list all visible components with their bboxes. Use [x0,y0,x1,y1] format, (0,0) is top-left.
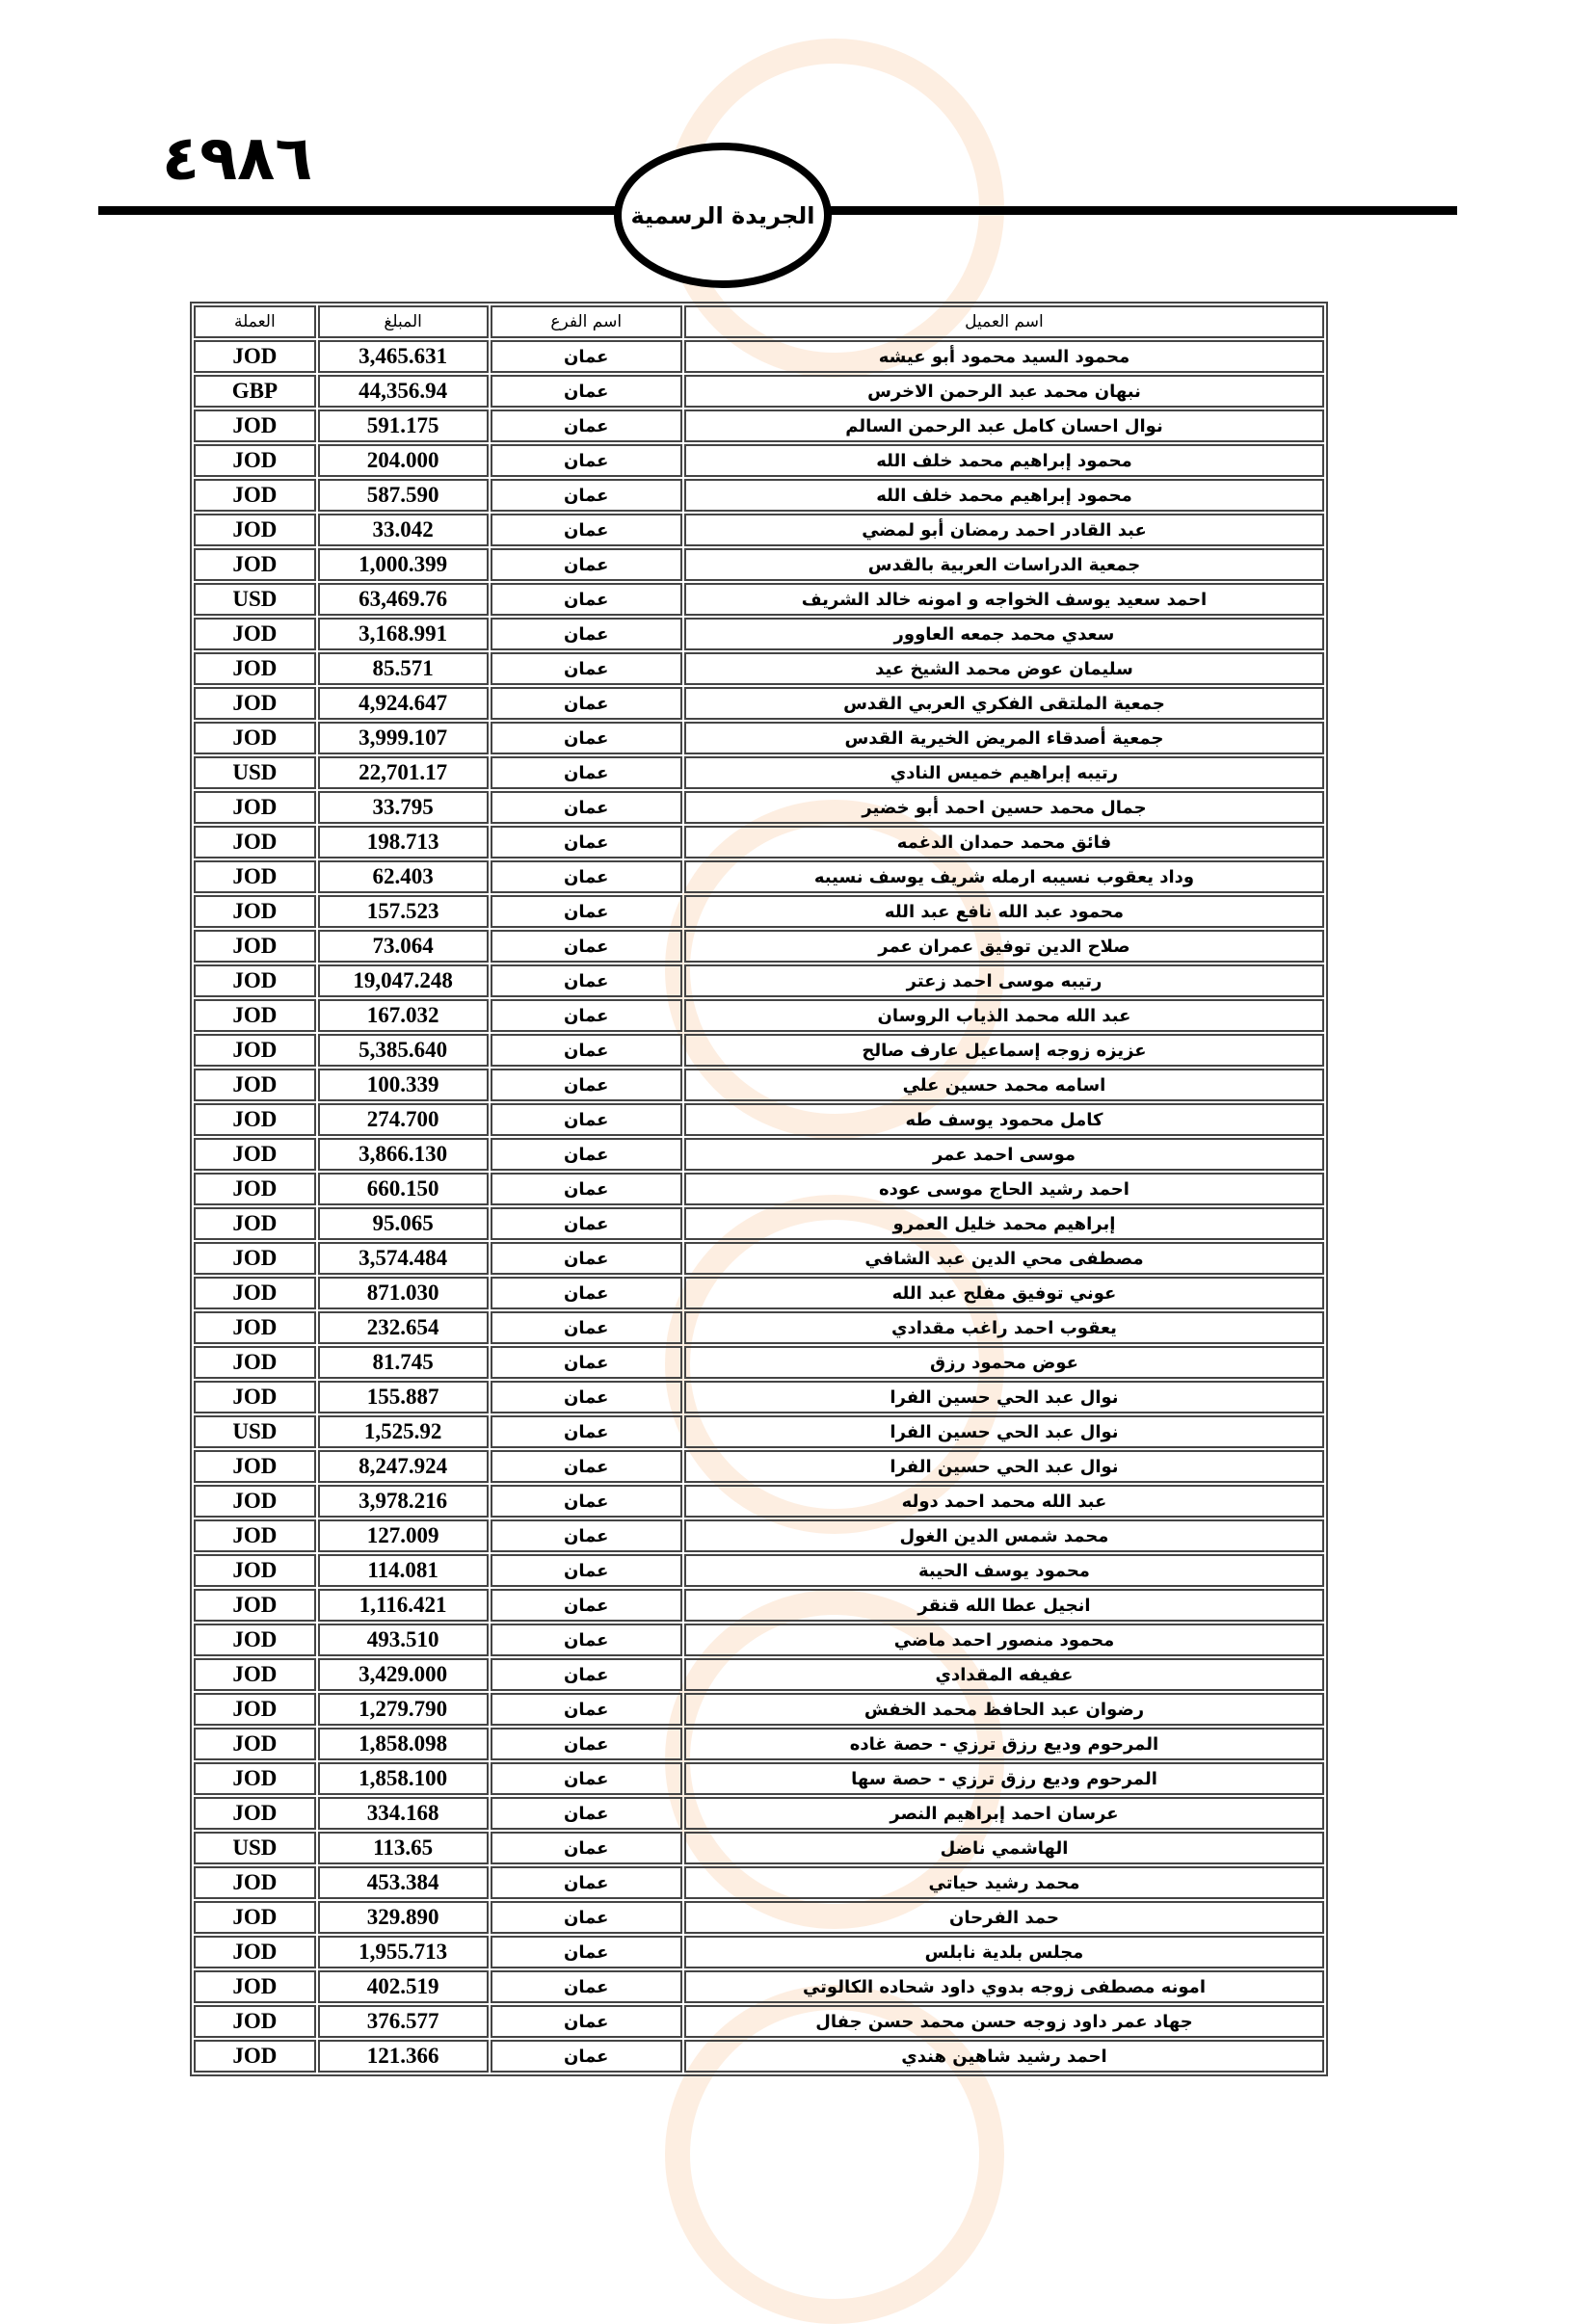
customer-name-cell: احمد رشيد الحاج موسى عوده [684,1173,1324,1205]
customer-name-cell: يعقوب احمد راغب مقدادي [684,1311,1324,1344]
table-row [194,548,1324,581]
amount-cell: 4,924.647 [318,687,489,720]
currency-cell: JOD [194,964,316,997]
currency-cell: JOD [194,1762,316,1795]
branch-cell: عمان [491,1173,682,1205]
currency-cell: JOD [194,1069,316,1101]
amount-cell: 33.795 [318,791,489,824]
currency-cell: USD [194,583,316,616]
branch-cell: عمان [491,1728,682,1760]
currency-cell: JOD [194,1173,316,1205]
amount-cell: 871.030 [318,1277,489,1309]
branch-cell: عمان [491,964,682,997]
column-header-branch: اسم الفرع [491,305,682,338]
customer-name-cell: سعدي محمد جمعه العاوور [684,618,1324,650]
customer-name-cell: صلاح الدين توفيق عمران عمر [684,930,1324,963]
customer-name-cell: نوال عبد الحي حسين الفرا [684,1450,1324,1483]
branch-cell: عمان [491,1207,682,1240]
branch-cell: عمان [491,583,682,616]
branch-cell: عمان [491,1762,682,1795]
customer-name-cell: جهاد عمر داود زوجه حسن محمد حسن جفال [684,2005,1324,2038]
table-row [194,583,1324,616]
currency-cell: JOD [194,1103,316,1136]
table-row [194,826,1324,858]
customer-name-cell: احمد سعيد يوسف الخواجه و امونه خالد الشريف [684,583,1324,616]
table-row [194,479,1324,512]
amount-cell: 127.009 [318,1519,489,1552]
branch-cell: عمان [491,340,682,373]
customer-name-cell: عرسان احمد إبراهيم النصر [684,1797,1324,1830]
amount-cell: 73.064 [318,930,489,963]
branch-cell: عمان [491,1485,682,1518]
table-row [194,1832,1324,1864]
currency-cell: JOD [194,1970,316,2003]
amount-cell: 3,465.631 [318,340,489,373]
branch-cell: عمان [491,2005,682,2038]
currency-cell: JOD [194,930,316,963]
branch-cell: عمان [491,514,682,546]
branch-cell: عمان [491,1277,682,1309]
currency-cell: JOD [194,860,316,893]
gazette-title-badge [614,143,832,288]
branch-cell: عمان [491,1693,682,1726]
branch-cell: عمان [491,1589,682,1622]
currency-cell: JOD [194,1277,316,1309]
amount-cell: 1,279.790 [318,1693,489,1726]
branch-cell: عمان [491,479,682,512]
customer-name-cell: محمود عبد الله نافع عبد الله [684,895,1324,928]
amount-cell: 402.519 [318,1970,489,2003]
currency-cell: JOD [194,1519,316,1552]
branch-cell: عمان [491,687,682,720]
currency-cell: JOD [194,1346,316,1379]
currency-cell: JOD [194,826,316,858]
table-header-row [194,305,1324,338]
table-row [194,1485,1324,1518]
currency-cell: USD [194,1415,316,1448]
customer-name-cell: المرحوم وديع رزق ترزي - حصة سها [684,1762,1324,1795]
currency-cell: JOD [194,791,316,824]
currency-cell: JOD [194,687,316,720]
column-header-currency: العملة [194,305,316,338]
branch-cell: عمان [491,375,682,408]
amount-cell: 1,000.399 [318,548,489,581]
table-row [194,652,1324,685]
amount-cell: 100.339 [318,1069,489,1101]
currency-cell: JOD [194,1242,316,1275]
amount-cell: 3,999.107 [318,722,489,754]
branch-cell: عمان [491,1658,682,1691]
branch-cell: عمان [491,548,682,581]
customer-name-cell: رتيبه موسى احمد زعتر [684,964,1324,997]
currency-cell: JOD [194,1138,316,1171]
amount-cell: 81.745 [318,1346,489,1379]
amount-cell: 334.168 [318,1797,489,1830]
amount-cell: 167.032 [318,999,489,1032]
currency-cell: JOD [194,340,316,373]
column-header-amount: المبلغ [318,305,489,338]
amount-cell: 63,469.76 [318,583,489,616]
table-row [194,1728,1324,1760]
currency-cell: JOD [194,895,316,928]
table-row [194,999,1324,1032]
amount-cell: 329.890 [318,1901,489,1934]
branch-cell: عمان [491,444,682,477]
branch-cell: عمان [491,930,682,963]
customer-name-cell: المرحوم وديع رزق ترزي - حصة غاده [684,1728,1324,1760]
branch-cell: عمان [491,1970,682,2003]
branch-cell: عمان [491,2040,682,2073]
table-row [194,1103,1324,1136]
currency-cell: JOD [194,1554,316,1587]
amount-cell: 3,978.216 [318,1485,489,1518]
branch-cell: عمان [491,999,682,1032]
currency-cell: JOD [194,1658,316,1691]
table-row [194,1797,1324,1830]
amount-cell: 62.403 [318,860,489,893]
currency-cell: JOD [194,1797,316,1830]
amount-cell: 1,525.92 [318,1415,489,1448]
customer-name-cell: مصطفى محي الدين عبد الشافي [684,1242,1324,1275]
branch-cell: عمان [491,1381,682,1413]
amount-cell: 591.175 [318,409,489,442]
amount-cell: 44,356.94 [318,375,489,408]
customer-name-cell: انجيل عطا الله قنقر [684,1589,1324,1622]
currency-cell: JOD [194,1034,316,1067]
currency-cell: JOD [194,1589,316,1622]
branch-cell: عمان [491,1936,682,1968]
customer-name-cell: فائق محمد حمدان الدغمه [684,826,1324,858]
currency-cell: JOD [194,1866,316,1899]
branch-cell: عمان [491,1069,682,1101]
customer-name-cell: كامل محمود يوسف طه [684,1103,1324,1136]
amount-cell: 95.065 [318,1207,489,1240]
amount-cell: 3,168.991 [318,618,489,650]
customer-name-cell: محمود إبراهيم محمد خلف الله [684,479,1324,512]
customer-name-cell: نوال عبد الحي حسين الفرا [684,1415,1324,1448]
table-row [194,1866,1324,1899]
table-row [194,1519,1324,1552]
table-row [194,1901,1324,1934]
currency-cell: JOD [194,999,316,1032]
table-row [194,1346,1324,1379]
customer-name-cell: محمود منصور احمد ماضي [684,1624,1324,1656]
customer-name-cell: احمد رشيد شاهين هندي [684,2040,1324,2073]
branch-cell: عمان [491,791,682,824]
currency-cell: JOD [194,1693,316,1726]
amount-cell: 3,574.484 [318,1242,489,1275]
table-row [194,409,1324,442]
amount-cell: 376.577 [318,2005,489,2038]
table-row [194,1693,1324,1726]
branch-cell: عمان [491,1346,682,1379]
table-row [194,895,1324,928]
customer-name-cell: نوال عبد الحي حسين الفرا [684,1381,1324,1413]
amount-cell: 204.000 [318,444,489,477]
currency-cell: JOD [194,1901,316,1934]
table-row [194,1207,1324,1240]
branch-cell: عمان [491,1832,682,1864]
table-row [194,756,1324,789]
customer-name-cell: امونه مصطفى زوجه بدوي داود شحاده الكالوتي [684,1970,1324,2003]
table-row [194,618,1324,650]
table-row [194,1034,1324,1067]
amount-cell: 660.150 [318,1173,489,1205]
table-row [194,2005,1324,2038]
table-row [194,1138,1324,1171]
customer-name-cell: نبهان محمد عبد الرحمن الاخرس [684,375,1324,408]
branch-cell: عمان [491,1103,682,1136]
customer-name-cell: جمعية الملتقى الفكري العربي القدس [684,687,1324,720]
amount-cell: 8,247.924 [318,1450,489,1483]
currency-cell: JOD [194,1624,316,1656]
customer-name-cell: وداد يعقوب نسيبه ارمله شريف يوسف نسيبه [684,860,1324,893]
branch-cell: عمان [491,1034,682,1067]
currency-cell: JOD [194,479,316,512]
customer-name-cell: محمد شمس الدين الغول [684,1519,1324,1552]
amount-cell: 3,866.130 [318,1138,489,1171]
customer-name-cell: عزيزه زوجه إسماعيل عارف صالح [684,1034,1324,1067]
table-row [194,340,1324,373]
customer-name-cell: نوال احسان كامل عبد الرحمن السالم [684,409,1324,442]
branch-cell: عمان [491,826,682,858]
currency-cell: JOD [194,2005,316,2038]
amount-cell: 22,701.17 [318,756,489,789]
table-row [194,1069,1324,1101]
table-row [194,1762,1324,1795]
amount-cell: 1,858.098 [318,1728,489,1760]
customer-name-cell: عوني توفيق مفلح عبد الله [684,1277,1324,1309]
amount-cell: 113.65 [318,1832,489,1864]
branch-cell: عمان [491,1450,682,1483]
column-header-name: اسم العميل [684,305,1324,338]
customer-name-cell: جمعية أصدقاء المريض الخيرية القدس [684,722,1324,754]
table-row [194,1936,1324,1968]
customer-name-cell: رتيبه إبراهيم خميس النادي [684,756,1324,789]
customer-name-cell: محمود إبراهيم محمد خلف الله [684,444,1324,477]
branch-cell: عمان [491,722,682,754]
amount-cell: 1,955.713 [318,1936,489,1968]
customer-name-cell: عبد الله محمد احمد دوله [684,1485,1324,1518]
amount-cell: 274.700 [318,1103,489,1136]
table-row [194,930,1324,963]
branch-cell: عمان [491,1901,682,1934]
table-row [194,1311,1324,1344]
table-row [194,1381,1324,1413]
table-row [194,687,1324,720]
table-row [194,722,1324,754]
table-row [194,1624,1324,1656]
amount-cell: 155.887 [318,1381,489,1413]
customer-name-cell: إبراهيم محمد خليل العمرو [684,1207,1324,1240]
currency-cell: JOD [194,618,316,650]
currency-cell: JOD [194,2040,316,2073]
amount-cell: 198.713 [318,826,489,858]
currency-cell: JOD [194,514,316,546]
branch-cell: عمان [491,1138,682,1171]
amount-cell: 5,385.640 [318,1034,489,1067]
currency-cell: JOD [194,722,316,754]
amount-cell: 157.523 [318,895,489,928]
branch-cell: عمان [491,652,682,685]
branch-cell: عمان [491,1554,682,1587]
accounts-table [190,302,1328,2076]
table-row [194,860,1324,893]
amount-cell: 121.366 [318,2040,489,2073]
table-row [194,514,1324,546]
customer-name-cell: مجلس بلدية نابلس [684,1936,1324,1968]
currency-cell: JOD [194,1207,316,1240]
currency-cell: USD [194,1832,316,1864]
amount-cell: 1,858.100 [318,1762,489,1795]
branch-cell: عمان [491,1519,682,1552]
customer-name-cell: عبد الله محمد الذياب الروسان [684,999,1324,1032]
currency-cell: JOD [194,1728,316,1760]
branch-cell: عمان [491,756,682,789]
currency-cell: JOD [194,652,316,685]
currency-cell: JOD [194,1381,316,1413]
customer-name-cell: عبد القادر احمد رمضان أبو لمضي [684,514,1324,546]
customer-name-cell: محمود السيد محمود أبو عيشه [684,340,1324,373]
table-row [194,1970,1324,2003]
branch-cell: عمان [491,1797,682,1830]
amount-cell: 587.590 [318,479,489,512]
table-row [194,444,1324,477]
table-row [194,2040,1324,2073]
customer-name-cell: جمعية الدراسات العربية بالقدس [684,548,1324,581]
branch-cell: عمان [491,1242,682,1275]
amount-cell: 1,116.421 [318,1589,489,1622]
table-row [194,1415,1324,1448]
customer-name-cell: عفيفه المقدادي [684,1658,1324,1691]
customer-name-cell: عوض محمود رزق [684,1346,1324,1379]
branch-cell: عمان [491,1624,682,1656]
currency-cell: JOD [194,1311,316,1344]
table-row [194,1277,1324,1309]
customer-name-cell: حمد الفرحان [684,1901,1324,1934]
branch-cell: عمان [491,860,682,893]
currency-cell: GBP [194,375,316,408]
customer-name-cell: محمود يوسف الحيبة [684,1554,1324,1587]
table-row [194,375,1324,408]
table-row [194,1554,1324,1587]
currency-cell: JOD [194,409,316,442]
branch-cell: عمان [491,1866,682,1899]
table-row [194,791,1324,824]
amount-cell: 114.081 [318,1554,489,1587]
branch-cell: عمان [491,895,682,928]
currency-cell: JOD [194,548,316,581]
table-row [194,1242,1324,1275]
customer-name-cell: رضوان عبد الحافظ محمد الخفش [684,1693,1324,1726]
gazette-title: الجريدة الرسمية [630,201,815,229]
customer-name-cell: اسامه محمد حسين علي [684,1069,1324,1101]
table-row [194,1450,1324,1483]
customer-name-cell: سليمان عوض محمد الشيخ عيد [684,652,1324,685]
branch-cell: عمان [491,618,682,650]
currency-cell: JOD [194,1450,316,1483]
amount-cell: 493.510 [318,1624,489,1656]
page-number: ٤٩٨٦ [162,123,313,195]
customer-name-cell: الهاشمي ناضل [684,1832,1324,1864]
table-row [194,964,1324,997]
currency-cell: JOD [194,444,316,477]
amount-cell: 19,047.248 [318,964,489,997]
customer-name-cell: موسى احمد عمر [684,1138,1324,1171]
branch-cell: عمان [491,1415,682,1448]
amount-cell: 33.042 [318,514,489,546]
amount-cell: 85.571 [318,652,489,685]
currency-cell: JOD [194,1936,316,1968]
currency-cell: JOD [194,1485,316,1518]
currency-cell: USD [194,756,316,789]
branch-cell: عمان [491,1311,682,1344]
amount-cell: 453.384 [318,1866,489,1899]
amount-cell: 232.654 [318,1311,489,1344]
customer-name-cell: جمال محمد حسين احمد أبو خضير [684,791,1324,824]
table-row [194,1658,1324,1691]
amount-cell: 3,429.000 [318,1658,489,1691]
customer-name-cell: محمد رشيد حياتي [684,1866,1324,1899]
table-row [194,1589,1324,1622]
table-row [194,1173,1324,1205]
branch-cell: عمان [491,409,682,442]
